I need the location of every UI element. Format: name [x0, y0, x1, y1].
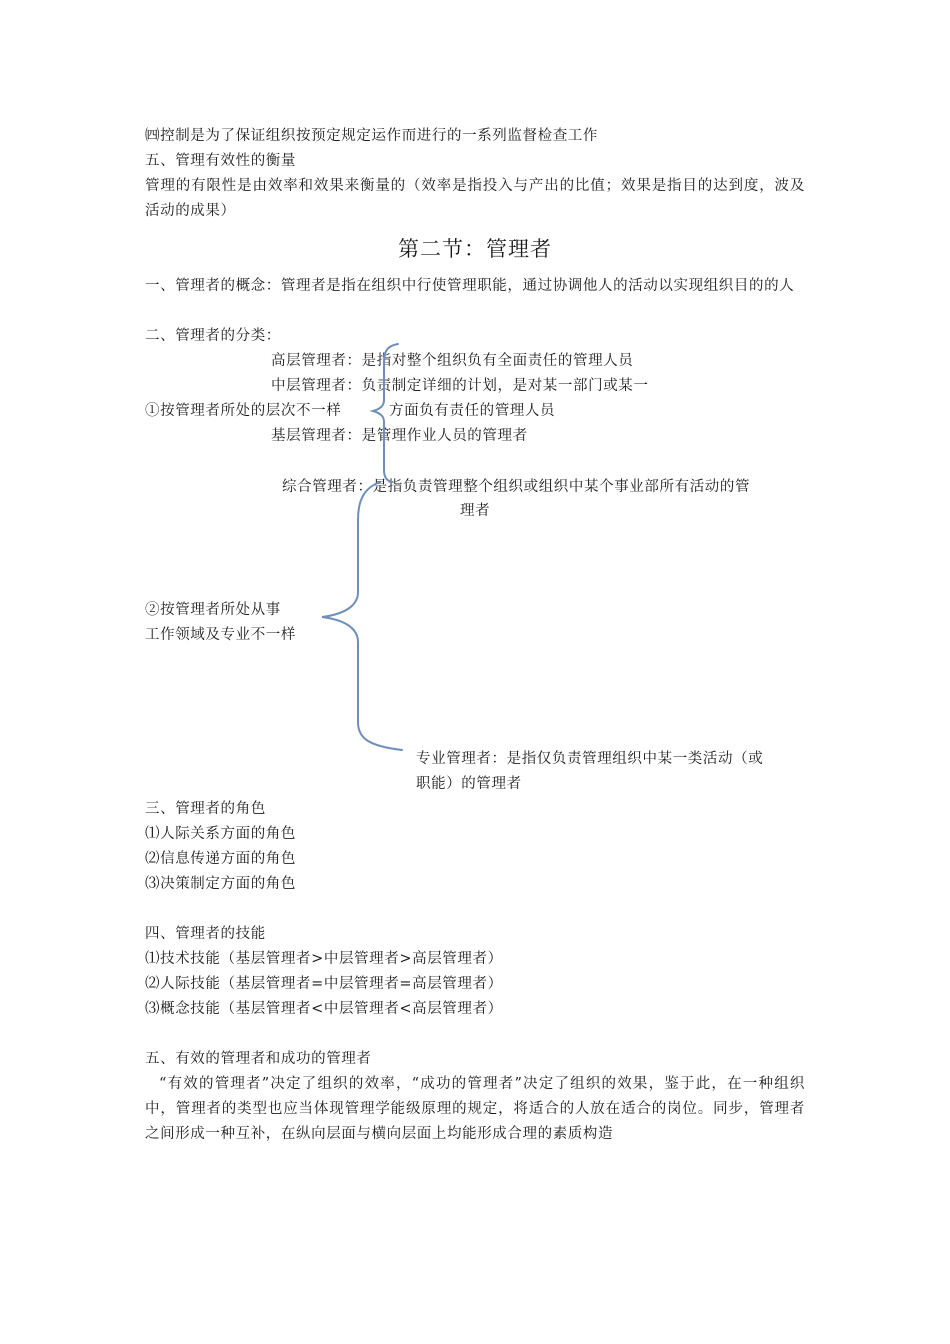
section-title: 第二节：管理者 [398, 237, 552, 261]
by-field-label-line1: ②按管理者所处从事 [145, 602, 281, 618]
specialist-manager-definition-line1: 专业管理者：是指仅负责管理组织中某一类活动（或 [416, 751, 764, 767]
effective-manager-paragraph: “有效的管理者”决定了组织的效率，“成功的管理者”决定了组织的效果，鉴于此，在一种组织中，管理者的类型也应当体现管理学能级原理的规定，将适合的人放在适合的岗位。同步，管理者之间形成一种互补，在纵向层面与横向层面上均能形成合理的素质构造 [145, 1076, 805, 1142]
role-item: ⑴人际关系方面的角色 [145, 826, 296, 842]
field-brace [322, 482, 402, 750]
skill-item: ⑵人际技能（基层管理者=中层管理者=高层管理者） [145, 976, 503, 992]
middle-manager-definition-line1: 中层管理者：负责制定详细的计划，是对某一部门或某一 [271, 378, 649, 394]
concept-paragraph: 一、管理者的概念：管理者是指在组织中行使管理职能，通过协调他人的活动以实现组织目的的人 [145, 278, 795, 294]
classification-heading: 二、管理者的分类： [145, 328, 281, 344]
skill-item: ⑶概念技能（基层管理者<中层管理者<高层管理者） [145, 1001, 503, 1017]
skill-item: ⑴技术技能（基层管理者>中层管理者>高层管理者） [145, 951, 503, 967]
effective-manager-heading: 五、有效的管理者和成功的管理者 [145, 1051, 372, 1067]
role-item: ⑵信息传递方面的角色 [145, 851, 296, 867]
effectiveness-heading: 五、管理有效性的衡量 [145, 153, 296, 169]
specialist-manager-definition-line2: 职能）的管理者 [416, 776, 522, 792]
middle-manager-definition-line2: 方面负有责任的管理人员 [389, 403, 556, 419]
effectiveness-paragraph: 管理的有限性是由效率和效果来衡量的（效率是指投入与产出的比值；效果是指目的达到度，波及活动的成果） [145, 178, 805, 219]
control-item-text: ㈣控制是为了保证组织按预定规定运作而进行的一系列监督检查工作 [145, 128, 598, 144]
top-manager-definition: 高层管理者：是指对整个组织负有全面责任的管理人员 [271, 353, 634, 369]
level-brace [373, 344, 398, 482]
role-item: ⑶决策制定方面的角色 [145, 876, 296, 892]
skills-heading: 四、管理者的技能 [145, 926, 266, 942]
general-manager-definition-line2: 理者 [460, 503, 491, 519]
roles-heading: 三、管理者的角色 [145, 801, 266, 817]
base-manager-definition: 基层管理者：是管理作业人员的管理者 [271, 428, 528, 444]
by-level-label: ①按管理者所处的层次不一样 [145, 403, 342, 419]
general-manager-definition-line1: 综合管理者：是指负责管理整个组织或组织中某个事业部所有活动的管 [282, 479, 751, 495]
by-field-label-line2: 工作领域及专业不一样 [145, 627, 296, 643]
